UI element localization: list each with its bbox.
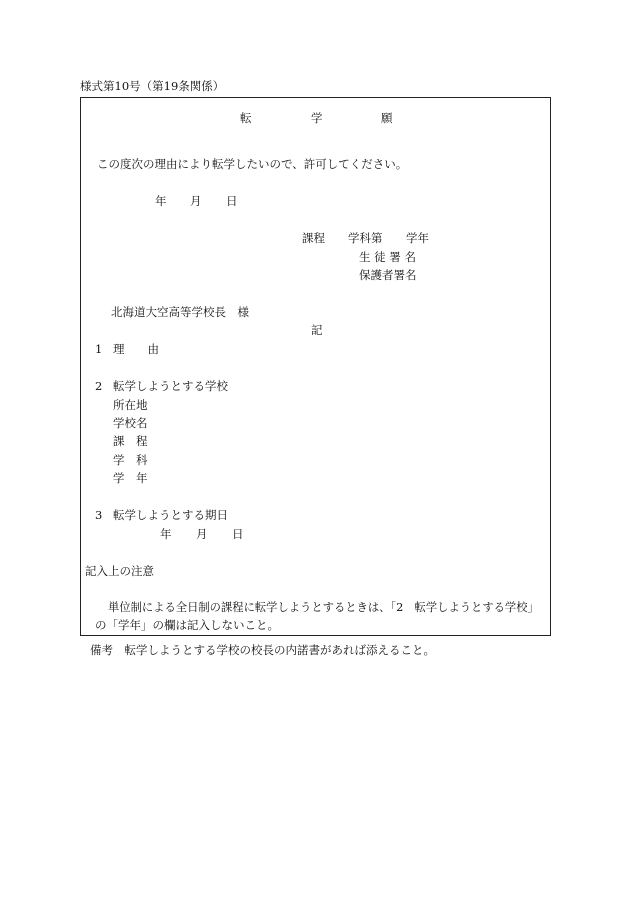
request-text: この度次の理由により転学したいので、許可してください。 [97,157,408,171]
period-year-label: 年 [160,527,172,541]
date-month-label: 月 [190,194,202,208]
item-3-number: 3 [95,508,103,522]
item-1-number: 1 [95,342,103,356]
period-month-label: 月 [196,527,208,541]
notes-line-1: 単位制による全日制の課程に転学しようとするときは、「2 転学しようとする学校」 [108,601,539,614]
guardian-signature-label: 保護者署名 [359,268,417,282]
item-3-label: 転学しようとする期日 [113,508,228,522]
course-label: 課程 [302,231,325,245]
form-title-char-2: 学 [311,111,323,125]
date-year-label: 年 [155,194,167,208]
school-department-label: 学 科 [113,453,148,467]
form-frame [80,97,551,636]
remarks: 備考 転学しようとする学校の校長の内諾書があれば添えること。 [90,643,435,657]
school-address-label: 所在地 [113,398,148,412]
form-title-char-1: 転 [240,111,252,125]
date-day-label: 日 [226,194,238,208]
item-2-number: 2 [95,379,103,393]
grade-label: 学年 [406,231,429,245]
form-number-label: 様式第10号（第19条関係） [80,79,225,93]
period-day-label: 日 [232,527,244,541]
addressee: 北海道大空高等学校長 様 [111,305,249,319]
item-2-label: 転学しようとする学校 [113,379,228,393]
student-signature-label: 生 徒 署 名 [359,250,416,264]
notes-heading: 記入上の注意 [85,564,154,578]
notes-line-2: の「学年」の欄は記入しないこと。 [95,618,279,632]
item-1-label: 理 由 [113,342,159,356]
school-course-label: 課 程 [113,434,148,448]
form-title-char-3: 願 [381,111,393,125]
school-name-label: 学校名 [113,416,148,430]
ki-heading: 記 [311,323,323,337]
school-grade-label: 学 年 [113,471,148,485]
department-label: 学科第 [348,231,383,245]
